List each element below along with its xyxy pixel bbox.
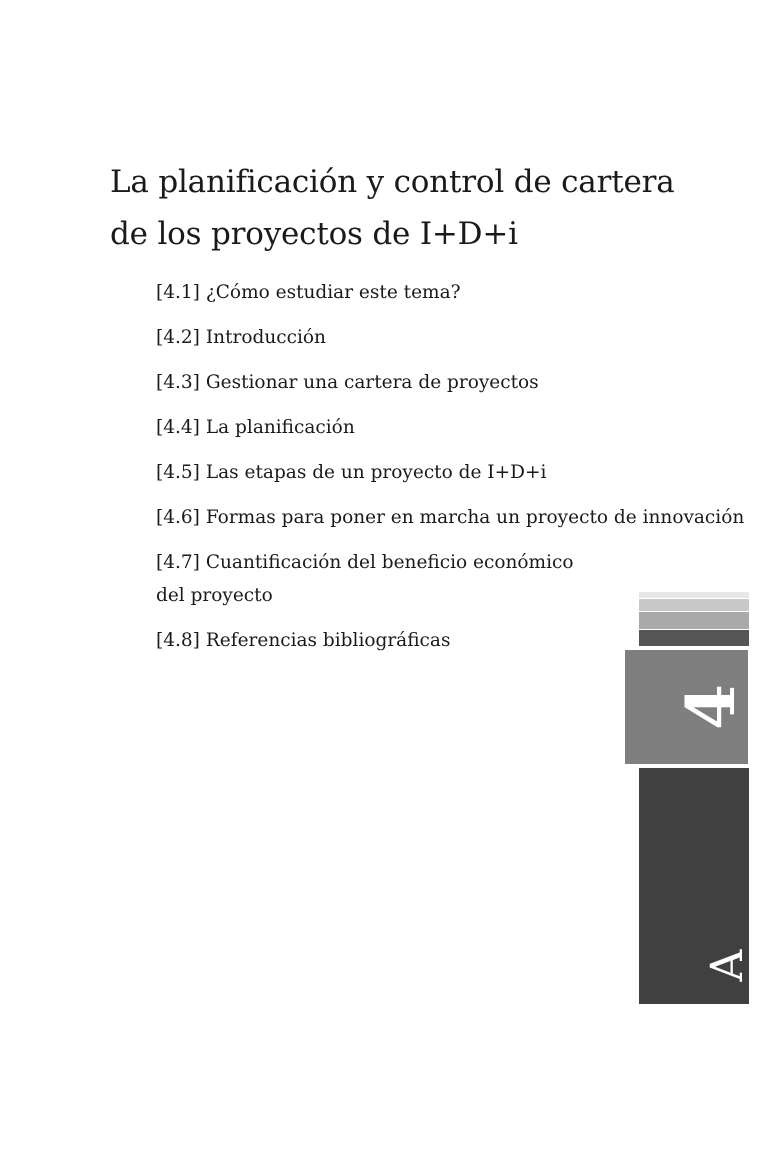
toc-item-number: [4.6] xyxy=(156,507,200,528)
tab-stripe-dark xyxy=(639,630,749,646)
toc-item-number: [4.5] xyxy=(156,462,200,483)
toc-item xyxy=(156,276,756,309)
toc-item-label: Referencias bibliográficas xyxy=(205,630,451,651)
toc-item-label: Gestionar una cartera de proyectos xyxy=(205,372,539,393)
toc-item xyxy=(156,546,606,612)
toc-item-label: Las etapas de un proyecto de I+D+i xyxy=(205,462,547,483)
toc-item xyxy=(156,366,756,399)
chapter-title: La planificación y control de cartera de los proyectos de I+D+i xyxy=(110,164,675,252)
toc-item-label: Formas para poner en marcha un proyecto de innovación xyxy=(205,507,745,528)
toc-item-number: [4.2] xyxy=(156,327,200,348)
toc-item-number: [4.7] xyxy=(156,552,200,573)
tab-stripe-lightest xyxy=(639,592,749,598)
chapter-tab-label: TEMA xyxy=(702,927,753,1154)
tab-stripe-light xyxy=(639,599,749,611)
tab-stripe-mid xyxy=(639,612,749,629)
chapter-number-box xyxy=(625,650,751,764)
toc-item-label: Introducción xyxy=(205,327,326,348)
toc-item-label: La planificación xyxy=(205,417,355,438)
toc-item-number: [4.1] xyxy=(156,282,200,303)
toc-item xyxy=(156,501,756,534)
toc-item-label: Cuantificación del beneficio económico del proyecto xyxy=(156,552,574,606)
toc-item xyxy=(156,456,756,489)
chapter-tab-label-box xyxy=(639,768,753,1154)
toc-item xyxy=(156,321,756,354)
toc-item-number: [4.8] xyxy=(156,630,200,651)
toc-item xyxy=(156,411,756,444)
chapter-number: 4 xyxy=(672,684,751,730)
toc-item-number: [4.4] xyxy=(156,417,200,438)
toc-item-label: ¿Cómo estudiar este tema? xyxy=(205,282,461,303)
toc-item-number: [4.3] xyxy=(156,372,200,393)
